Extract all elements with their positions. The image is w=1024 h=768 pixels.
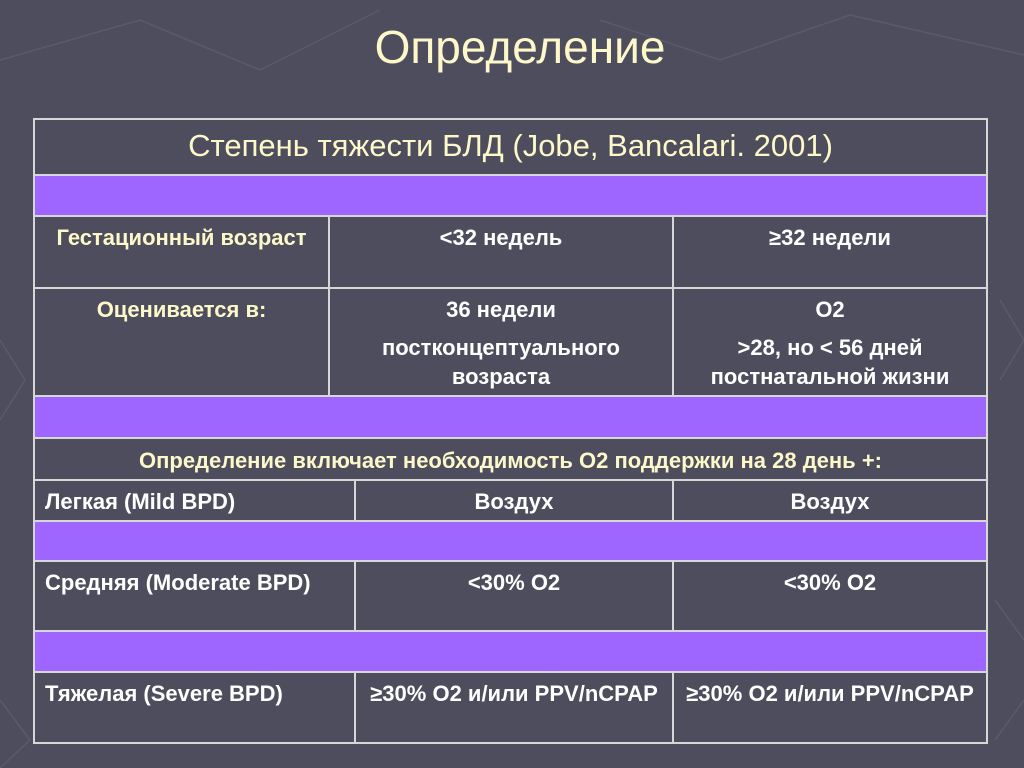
row-header: Оценивается в: xyxy=(96,297,267,322)
purple-band xyxy=(35,632,986,673)
table-row xyxy=(35,217,986,289)
table-cell: ≥30% O2 и/или PPV/nCPAP xyxy=(672,673,986,742)
row-header: Гестационный возраст xyxy=(56,225,307,250)
definition-note: Определение включает необходимость О2 поддержки на 28 день +: xyxy=(138,448,882,473)
table-cell xyxy=(672,289,986,395)
table-cell: <32 недель xyxy=(328,217,672,287)
row-header: Легкая (Mild BPD) xyxy=(45,489,236,514)
purple-band xyxy=(35,176,986,217)
slide-title: Определение xyxy=(374,21,666,73)
table-caption: Степень тяжести БЛД (Jobe, Bancalari. 2001) xyxy=(188,128,833,163)
table-row xyxy=(35,439,986,481)
cell-line: постконцептуального возраста xyxy=(382,335,620,389)
table-row xyxy=(35,481,986,522)
table-cell: <30% O2 xyxy=(672,562,986,630)
table-row xyxy=(35,562,986,632)
cell-line: >28, но < 56 дней постнатальной жизни xyxy=(710,335,950,389)
table-row xyxy=(35,289,986,397)
cell-line: 36 недели xyxy=(446,297,556,322)
table-row xyxy=(35,673,986,742)
row-header: Средняя (Moderate BPD) xyxy=(45,570,311,595)
purple-band xyxy=(35,522,986,562)
table-cell: Воздух xyxy=(672,481,986,520)
table-caption-row xyxy=(35,120,986,176)
purple-band xyxy=(35,397,986,439)
table-cell: <30% O2 xyxy=(354,562,672,630)
table-cell xyxy=(328,289,672,395)
row-header: Тяжелая (Severe BPD) xyxy=(45,681,283,706)
table-cell: ≥32 недели xyxy=(672,217,986,287)
table-cell: Воздух xyxy=(354,481,672,520)
bpd-severity-table xyxy=(33,118,988,744)
table-cell: ≥30% O2 и/или PPV/nCPAP xyxy=(354,673,672,742)
cell-line: O2 xyxy=(815,297,845,322)
